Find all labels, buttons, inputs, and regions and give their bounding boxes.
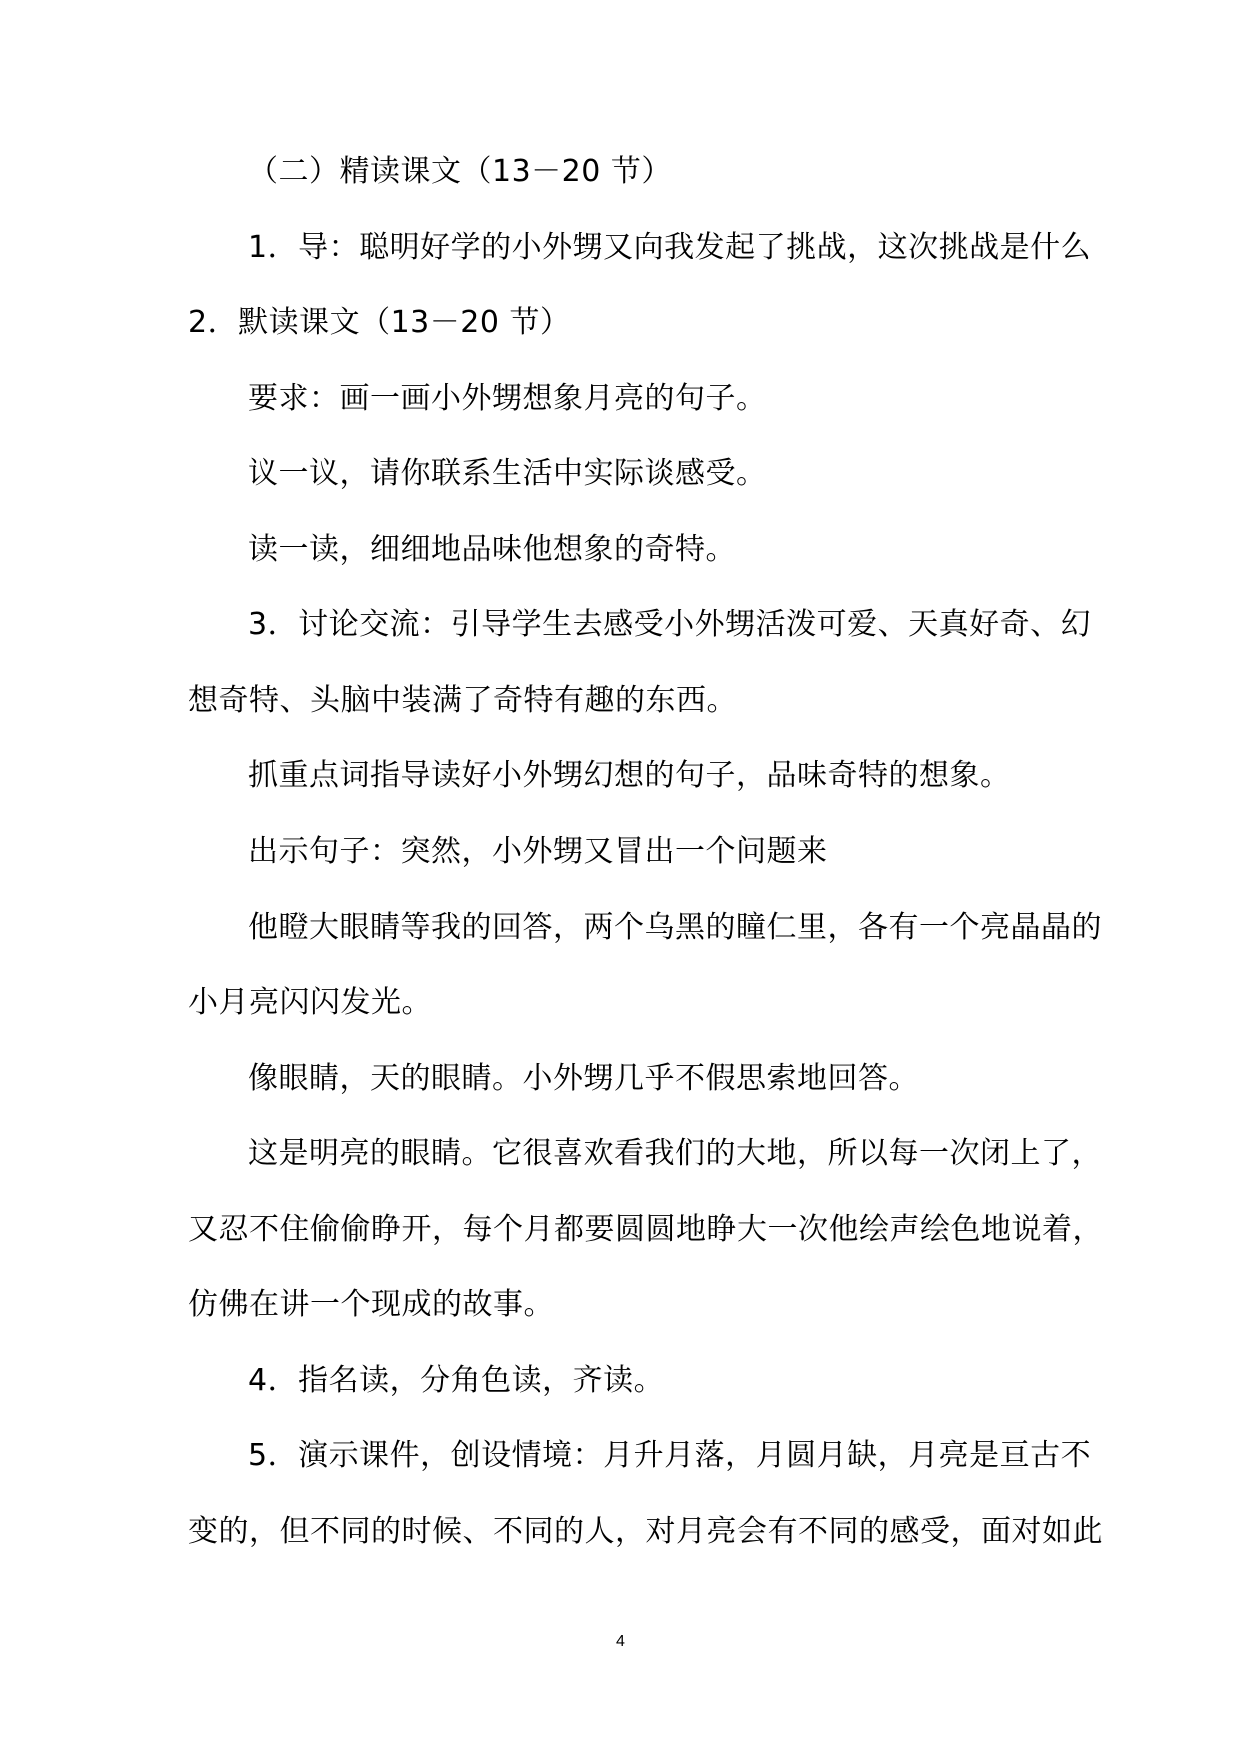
paragraph-line: 想奇特、头脑中装满了奇特有趣的东西。	[188, 683, 737, 718]
paragraph-line: 5．演示课件，创设情境：月升月落，月圆月缺，月亮是亘古不	[248, 1438, 1092, 1473]
paragraph-line: 仿佛在讲一个现成的故事。	[188, 1287, 554, 1322]
paragraph-line: 抓重点词指导读好小外甥幻想的句子，品味奇特的想象。	[248, 758, 1011, 793]
paragraph-line: 变的，但不同的时候、不同的人，对月亮会有不同的感受，面对如此	[188, 1514, 1103, 1549]
paragraph-line: 这是明亮的眼睛。它很喜欢看我们的大地，所以每一次闭上了，	[248, 1136, 1102, 1171]
paragraph-line: 读一读，细细地品味他想象的奇特。	[248, 532, 736, 567]
paragraph-line: 小月亮闪闪发光。	[188, 985, 432, 1020]
page-number: 4	[616, 1633, 625, 1650]
paragraph-line: 出示句子：突然，小外甥又冒出一个问题来	[248, 834, 828, 869]
paragraph-line: 他瞪大眼睛等我的回答，两个乌黑的瞳仁里，各有一个亮晶晶的	[248, 910, 1102, 945]
paragraph-line: 1．导：聪明好学的小外甥又向我发起了挑战，这次挑战是什么	[248, 230, 1092, 265]
paragraph-line: 4．指名读，分角色读，齐读。	[248, 1363, 665, 1398]
paragraph-line: 又忍不住偷偷睁开，每个月都要圆圆地睁大一次他绘声绘色地说着，	[188, 1212, 1103, 1247]
paragraph-line: 2．默读课文（13－20 节）	[188, 305, 571, 340]
section-heading: （二）精读课文（13－20 节）	[248, 154, 672, 189]
paragraph-line: 议一议，请你联系生活中实际谈感受。	[248, 456, 767, 491]
paragraph-line: 要求：画一画小外甥想象月亮的句子。	[248, 381, 767, 416]
paragraph-line: 像眼睛，天的眼睛。小外甥几乎不假思索地回答。	[248, 1061, 919, 1096]
paragraph-line: 3．讨论交流：引导学生去感受小外甥活泼可爱、天真好奇、幻	[248, 607, 1092, 642]
